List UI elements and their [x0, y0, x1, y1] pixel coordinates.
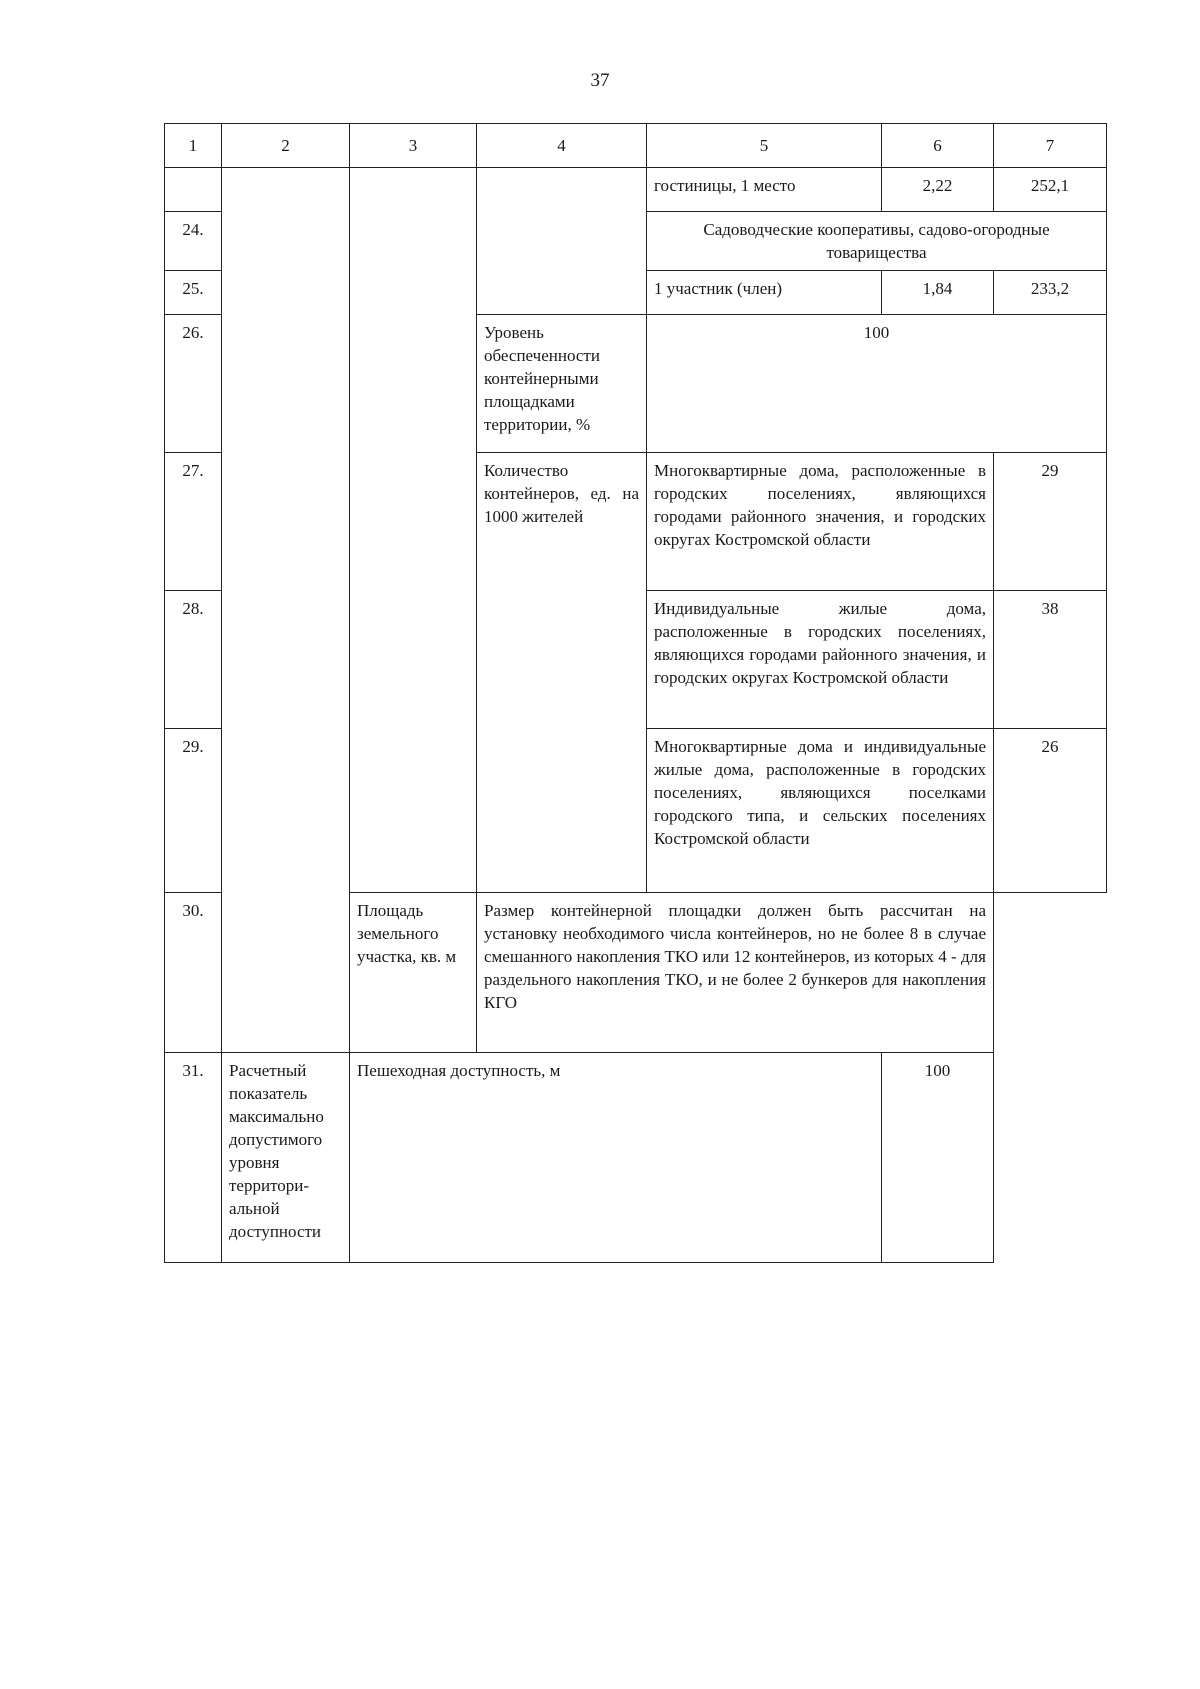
- cell-col4: Площадь земельного участка, кв. м: [350, 893, 477, 1053]
- table-header-row: [165, 124, 1107, 168]
- cell-col7: 252,1: [994, 168, 1107, 212]
- cell-col5-7: Садоводческие кооперативы, садово-огородные товарищества: [647, 212, 1107, 271]
- row-number: 24.: [165, 212, 222, 271]
- cell-col5: гостиницы, 1 место: [647, 168, 882, 212]
- table-row: [165, 1053, 1107, 1263]
- column-header-6: 6: [882, 124, 994, 168]
- cell-col5: 1 участник (член): [647, 271, 882, 315]
- cell-col5-6: Многоквартирные дома, расположенные в городских поселениях, являющихся городами районного значения, и городских округах Костромской области: [647, 453, 994, 591]
- row-number-cell: [165, 168, 222, 212]
- table-row: [165, 168, 1107, 212]
- cell-col6: 1,84: [882, 271, 994, 315]
- cell-col7: 233,2: [994, 271, 1107, 315]
- cell-col5-6: Многоквартирные дома и индивидуальные жилые дома, расположенные в городских поселениях, являющихся поселками городского типа, и сельских поселениях Костромской области: [647, 729, 994, 893]
- cell-col5-7: 100: [647, 315, 1107, 453]
- column-header-1: 1: [165, 124, 222, 168]
- cell-col6: 2,22: [882, 168, 994, 212]
- column-header-2: 2: [222, 124, 350, 168]
- cell-col5-7: Размер контейнерной площадки должен быть рассчитан на установку необходимого числа контейнеров, но не более 8 в случае смешанного накопления ТКО или 12 контейнеров, из которых 4 - для раздельного накопления ТКО, и не более 2 бункеров для накопления КГО: [477, 893, 994, 1053]
- row-number: 26.: [165, 315, 222, 453]
- column-2-span-cell: [222, 168, 350, 1053]
- cell-col4: Уровень обеспеченности контейнерными площадками территории, %: [477, 315, 647, 453]
- row-number: 29.: [165, 729, 222, 893]
- cell-col3: Расчетный показатель максимально допустимого уровня территори-альной доступности: [222, 1053, 350, 1263]
- cell-col7: 38: [994, 591, 1107, 729]
- cell-col4: Количество контейнеров, ед. на 1000 жителей: [477, 453, 647, 893]
- column-header-4: 4: [477, 124, 647, 168]
- column-header-3: 3: [350, 124, 477, 168]
- column-header-5: 5: [647, 124, 882, 168]
- row-number: 30.: [165, 893, 222, 1053]
- standards-table: [164, 123, 1107, 1263]
- column-3-span-cell: [350, 168, 477, 893]
- cell-col4-6: Пешеходная доступность, м: [350, 1053, 882, 1263]
- row-number: 28.: [165, 591, 222, 729]
- row-number: 25.: [165, 271, 222, 315]
- row-number: 27.: [165, 453, 222, 591]
- cell-col7: 29: [994, 453, 1107, 591]
- row-number: 31.: [165, 1053, 222, 1263]
- column-header-7: 7: [994, 124, 1107, 168]
- cell-col5-6: Индивидуальные жилые дома, расположенные в городских поселениях, являющихся городами районного значения, и городских округах Костромской области: [647, 591, 994, 729]
- cell-col7: 100: [882, 1053, 994, 1263]
- cell-col7: 26: [994, 729, 1107, 893]
- column-4-span-cell: [477, 168, 647, 315]
- page-number: 37: [590, 70, 610, 91]
